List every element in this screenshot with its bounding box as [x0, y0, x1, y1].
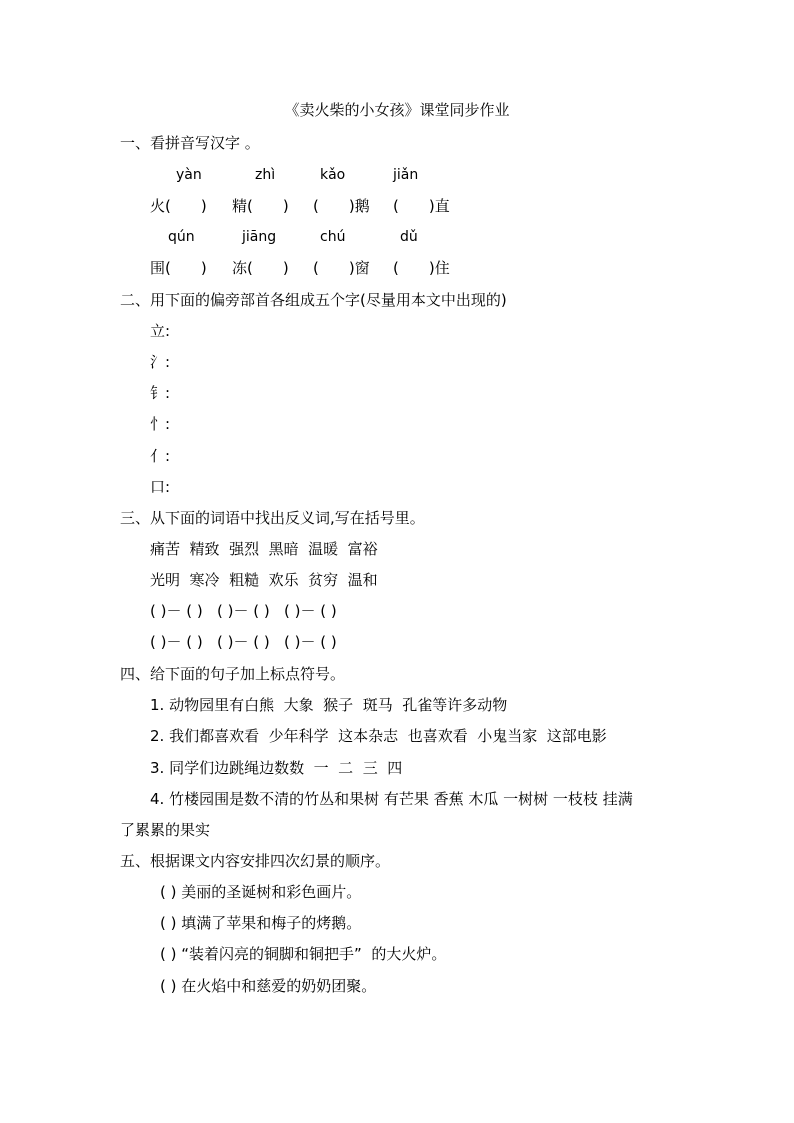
radical-person: 亻:: [150, 447, 171, 465]
pinyin-du: dǔ: [400, 229, 418, 245]
radical-water: 氵:: [150, 353, 171, 371]
pinyin-zhi: zhì: [255, 167, 276, 183]
pinyin-kao: kǎo: [320, 167, 346, 183]
pinyin-yan: yàn: [176, 167, 202, 183]
char-blank-4: ( )直: [393, 197, 450, 215]
word-list-1: 痛苦 精致 强烈 黑暗 温暖 富裕: [150, 540, 378, 558]
order-item-4: ( ) 在火焰中和慈爱的奶奶团聚。: [160, 977, 377, 995]
section1-heading: 一、看拼音写汉字 。: [120, 134, 260, 152]
sentence-3: 3. 同学们边跳绳边数数 一 二 三 四: [150, 759, 403, 777]
radical-metal: 钅:: [150, 384, 171, 402]
page-title: 《卖火柴的小女孩》课堂同步作业: [284, 101, 510, 119]
order-item-1: ( ) 美丽的圣诞树和彩色画片。: [160, 883, 362, 901]
section5-heading: 五、根据课文内容安排四次幻景的顺序。: [120, 852, 391, 870]
pinyin-jiang: jiāng: [242, 229, 277, 245]
radical-li: 立:: [150, 322, 171, 340]
word-list-2: 光明 寒冷 粗糙 欢乐 贫穷 温和: [150, 571, 378, 589]
section3-heading: 三、从下面的词语中找出反义词,写在括号里。: [120, 509, 425, 527]
pinyin-chu: chú: [320, 229, 346, 245]
section2-heading: 二、用下面的偏旁部首各组成五个字(尽量用本文中出现的): [120, 291, 507, 309]
sentence-4: 4. 竹楼园围是数不清的竹丛和果树 有芒果 香蕉 木瓜 一树树 一枝枝 挂满: [150, 790, 633, 808]
order-item-2: ( ) 填满了苹果和梅子的烤鹅。: [160, 914, 362, 932]
char-blank-5: 围( ): [150, 259, 207, 277]
pinyin-qun: qún: [168, 229, 195, 245]
antonym-pairs-1: ( )－ ( ) ( )－ ( ) ( )－ ( ): [150, 602, 337, 620]
antonym-pairs-2: ( )－ ( ) ( )－ ( ) ( )－ ( ): [150, 633, 337, 651]
char-blank-8: ( )住: [393, 259, 450, 277]
radical-heart: 忄:: [150, 415, 171, 433]
section4-heading: 四、给下面的句子加上标点符号。: [120, 665, 346, 683]
char-blank-6: 冻( ): [232, 259, 289, 277]
order-item-3: ( ) “装着闪亮的铜脚和铜把手” 的大火炉。: [160, 945, 447, 963]
char-blank-3: ( )鹅: [313, 197, 370, 215]
char-blank-1: 火( ): [150, 197, 207, 215]
radical-mouth: 口:: [150, 478, 171, 496]
sentence-2: 2. 我们都喜欢看 少年科学 这本杂志 也喜欢看 小鬼当家 这部电影: [150, 727, 607, 745]
char-blank-2: 精( ): [232, 197, 289, 215]
sentence-4-cont: 了累累的果实: [120, 821, 211, 839]
sentence-1: 1. 动物园里有白熊 大象 猴子 斑马 孔雀等许多动物: [150, 696, 508, 714]
pinyin-jian: jiǎn: [393, 167, 419, 183]
char-blank-7: ( )窗: [313, 259, 370, 277]
